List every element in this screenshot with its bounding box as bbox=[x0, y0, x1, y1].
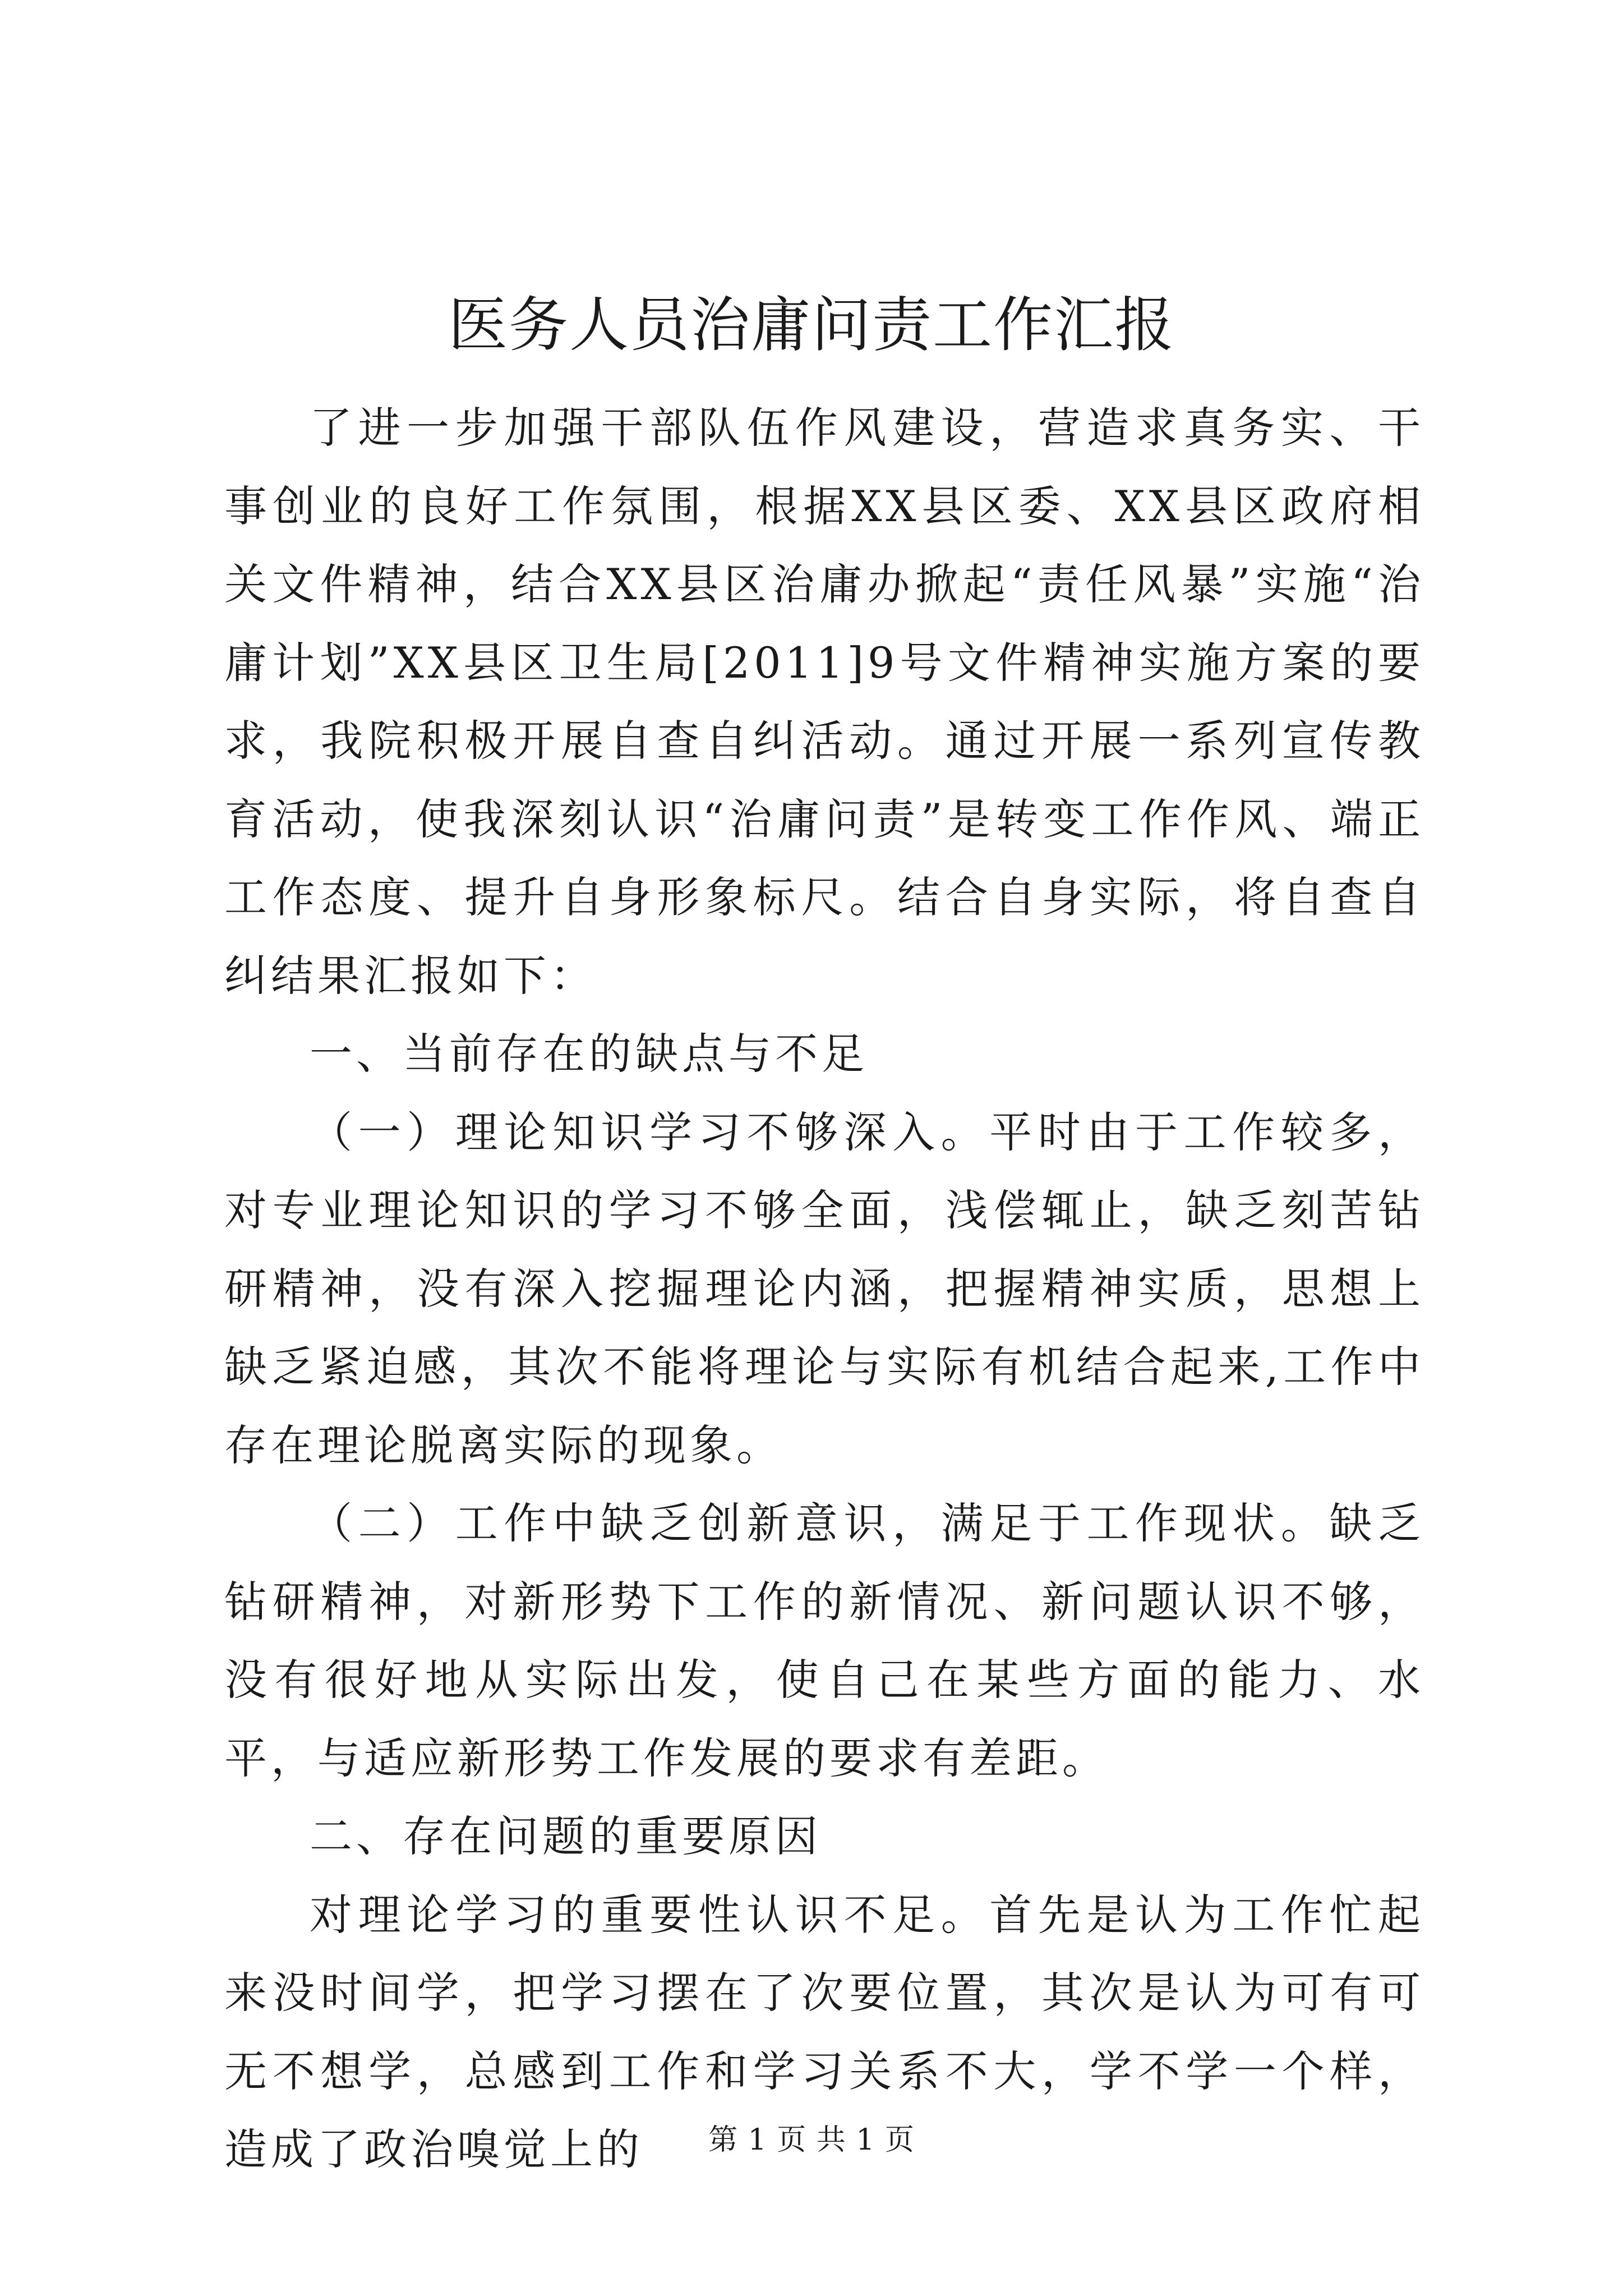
shortcoming-paragraph-2: （二）工作中缺乏创新意识，满足于工作现状。缺乏钻研精神，对新形势下工作的新情况、新问题认识不够，没有很好地从实际出发，使自己在某些方面的能力、水平，与适应新形势工作发展的要求有差距。 bbox=[224, 1498, 1424, 1783]
cause-paragraph: 对理论学习的重要性认识不足。首先是认为工作忙起来没时间学，把学习摆在了次要位置，其次是认为可有可无不想学，总感到工作和学习关系不大，学不学一个样，造成了政治嗅觉上的 bbox=[224, 1889, 1424, 2174]
page-number-footer: 第 1 页 共 1 页 bbox=[708, 2123, 915, 2157]
intro-paragraph: 了进一步加强干部队伍作风建设，营造求真务实、干事创业的良好工作氛围，根据XX县区委、XX县区政府相关文件精神，结合XX县区治庸办掀起“责任风暴”实施“治庸计划”XX县区卫生局[2011]9号文件精神实施方案的要求，我院积极开展自查自纠活动。通过开展一系列宣传教育活动，使我深刻认识“治庸问责”是转变工作作风、端正工作态度、提升自身形象标尺。结合自身实际，将自查自纠结果汇报如下： bbox=[224, 403, 1424, 1001]
document-body bbox=[224, 389, 1424, 2189]
shortcoming-paragraph-1: （一）理论知识学习不够深入。平时由于工作较多，对专业理论知识的学习不够全面，浅偿辄止，缺乏刻苦钻研精神，没有深入挖掘理论内涵，把握精神实质，思想上缺乏紧迫感，其次不能将理论与实际有机结合起来,工作中存在理论脱离实际的现象。 bbox=[224, 1107, 1424, 1470]
document-title: 医务人员治庸问责工作汇报 bbox=[448, 291, 1175, 360]
section-heading-shortcomings: 一、当前存在的缺点与不足 bbox=[310, 1029, 868, 1079]
section-heading-causes: 二、存在问题的重要原因 bbox=[310, 1811, 822, 1861]
